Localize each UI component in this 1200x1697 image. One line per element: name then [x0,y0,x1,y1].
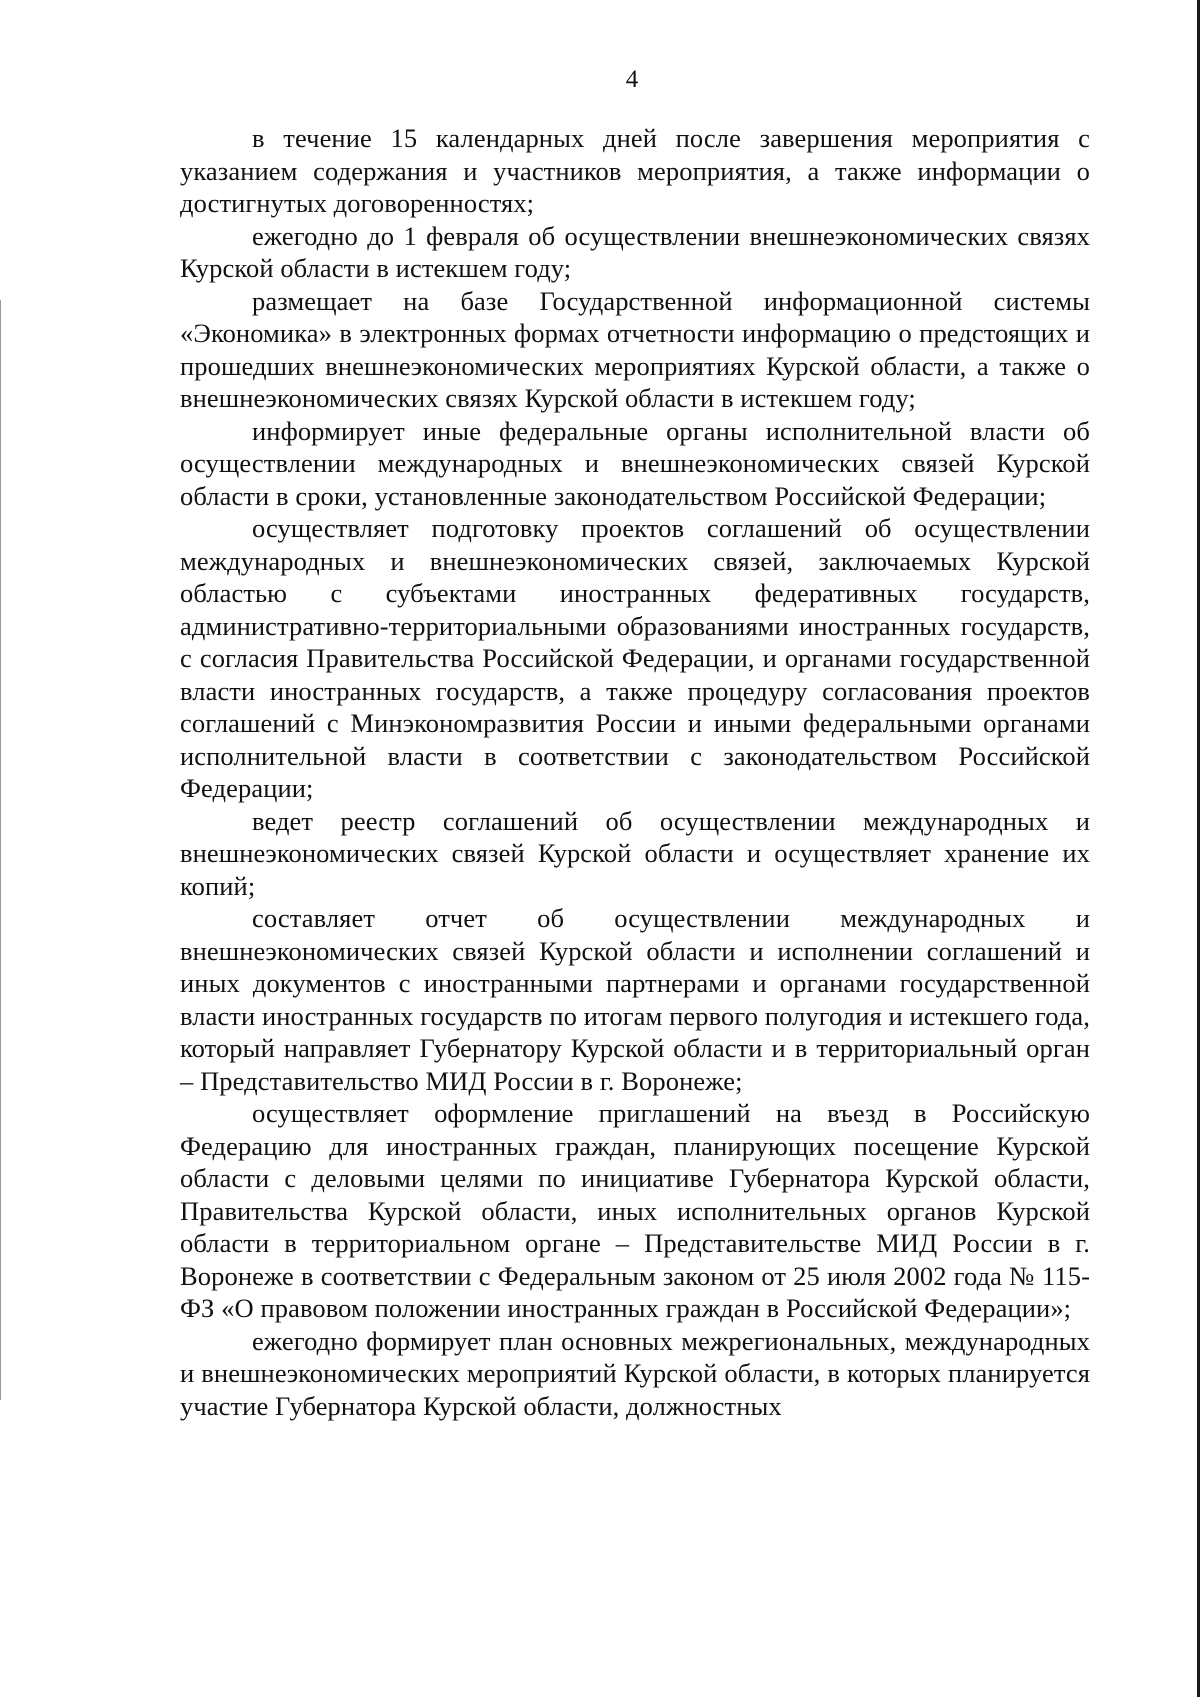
paragraph: информирует иные федеральные органы исполнительной власти об осуществлении международных и внешнеэкономических связей Курской области в сроки, установленные законодательством Российской Федерации; [180,415,1090,511]
document-body [180,122,1090,1422]
paragraph: размещает на базе Государственной информационной системы «Экономика» в электронных формах отчетности информацию о предстоящих и прошедших внешнеэкономических мероприятиях Курской области, а также о внешнеэкономических связях Курской области в истекшем году; [180,285,1090,413]
paragraph: осуществляет подготовку проектов соглашений об осуществлении международных и внешнеэкономических связей, заключаемых Курской областью с субъектами иностранных федеративных государств, административно-территориальными образованиями иностранных государств, с согласия Правительства Российской Федерации, и органами государственной власти иностранных государств, а также процедуру согласования проектов соглашений с Минэкономразвития России и иными федеральными органами исполнительной власти в соответствии с законодательством Российской Федерации; [180,513,1090,803]
paragraph: ведет реестр соглашений об осуществлении международных и внешнеэкономических связей Курской области и осуществляет хранение их копий; [180,805,1090,901]
paragraph: осуществляет оформление приглашений на въезд в Российскую Федерацию для иностранных граждан, планирующих посещение Курской области с деловыми целями по инициативе Губернатора Курской области, Правительства Курской области, иных исполнительных органов Курской области в территориальном органе – Представительстве МИД России в г. Воронеже в соответствии с Федеральным законом от 25 июля 2002 года № 115-ФЗ «О правовом положении иностранных граждан в Российской Федерации»; [180,1098,1090,1323]
page-number: 4 [625,66,639,93]
paragraph: составляет отчет об осуществлении международных и внешнеэкономических связей Курской области и исполнении соглашений и иных документов с иностранными партнерами и органами государственной власти иностранных государств по итогам первого полугодия и истекшего года, который направляет Губернатору Курской области и в территориальный орган – Представительство МИД России в г. Воронеже; [180,903,1091,1096]
paragraph: ежегодно формирует план основных межрегиональных, международных и внешнеэкономических мероприятий Курской области, в которых планируется участие Губернатора Курской области, должностных [180,1325,1090,1421]
paragraph: в течение 15 календарных дней после завершения мероприятия с указанием содержания и участников мероприятия, а также информации о достигнутых договоренностях; [180,123,1090,218]
paragraph: ежегодно до 1 февраля об осуществлении внешнеэкономических связях Курской области в истекшем году; [180,220,1090,283]
scan-edge-left [0,300,1,1400]
